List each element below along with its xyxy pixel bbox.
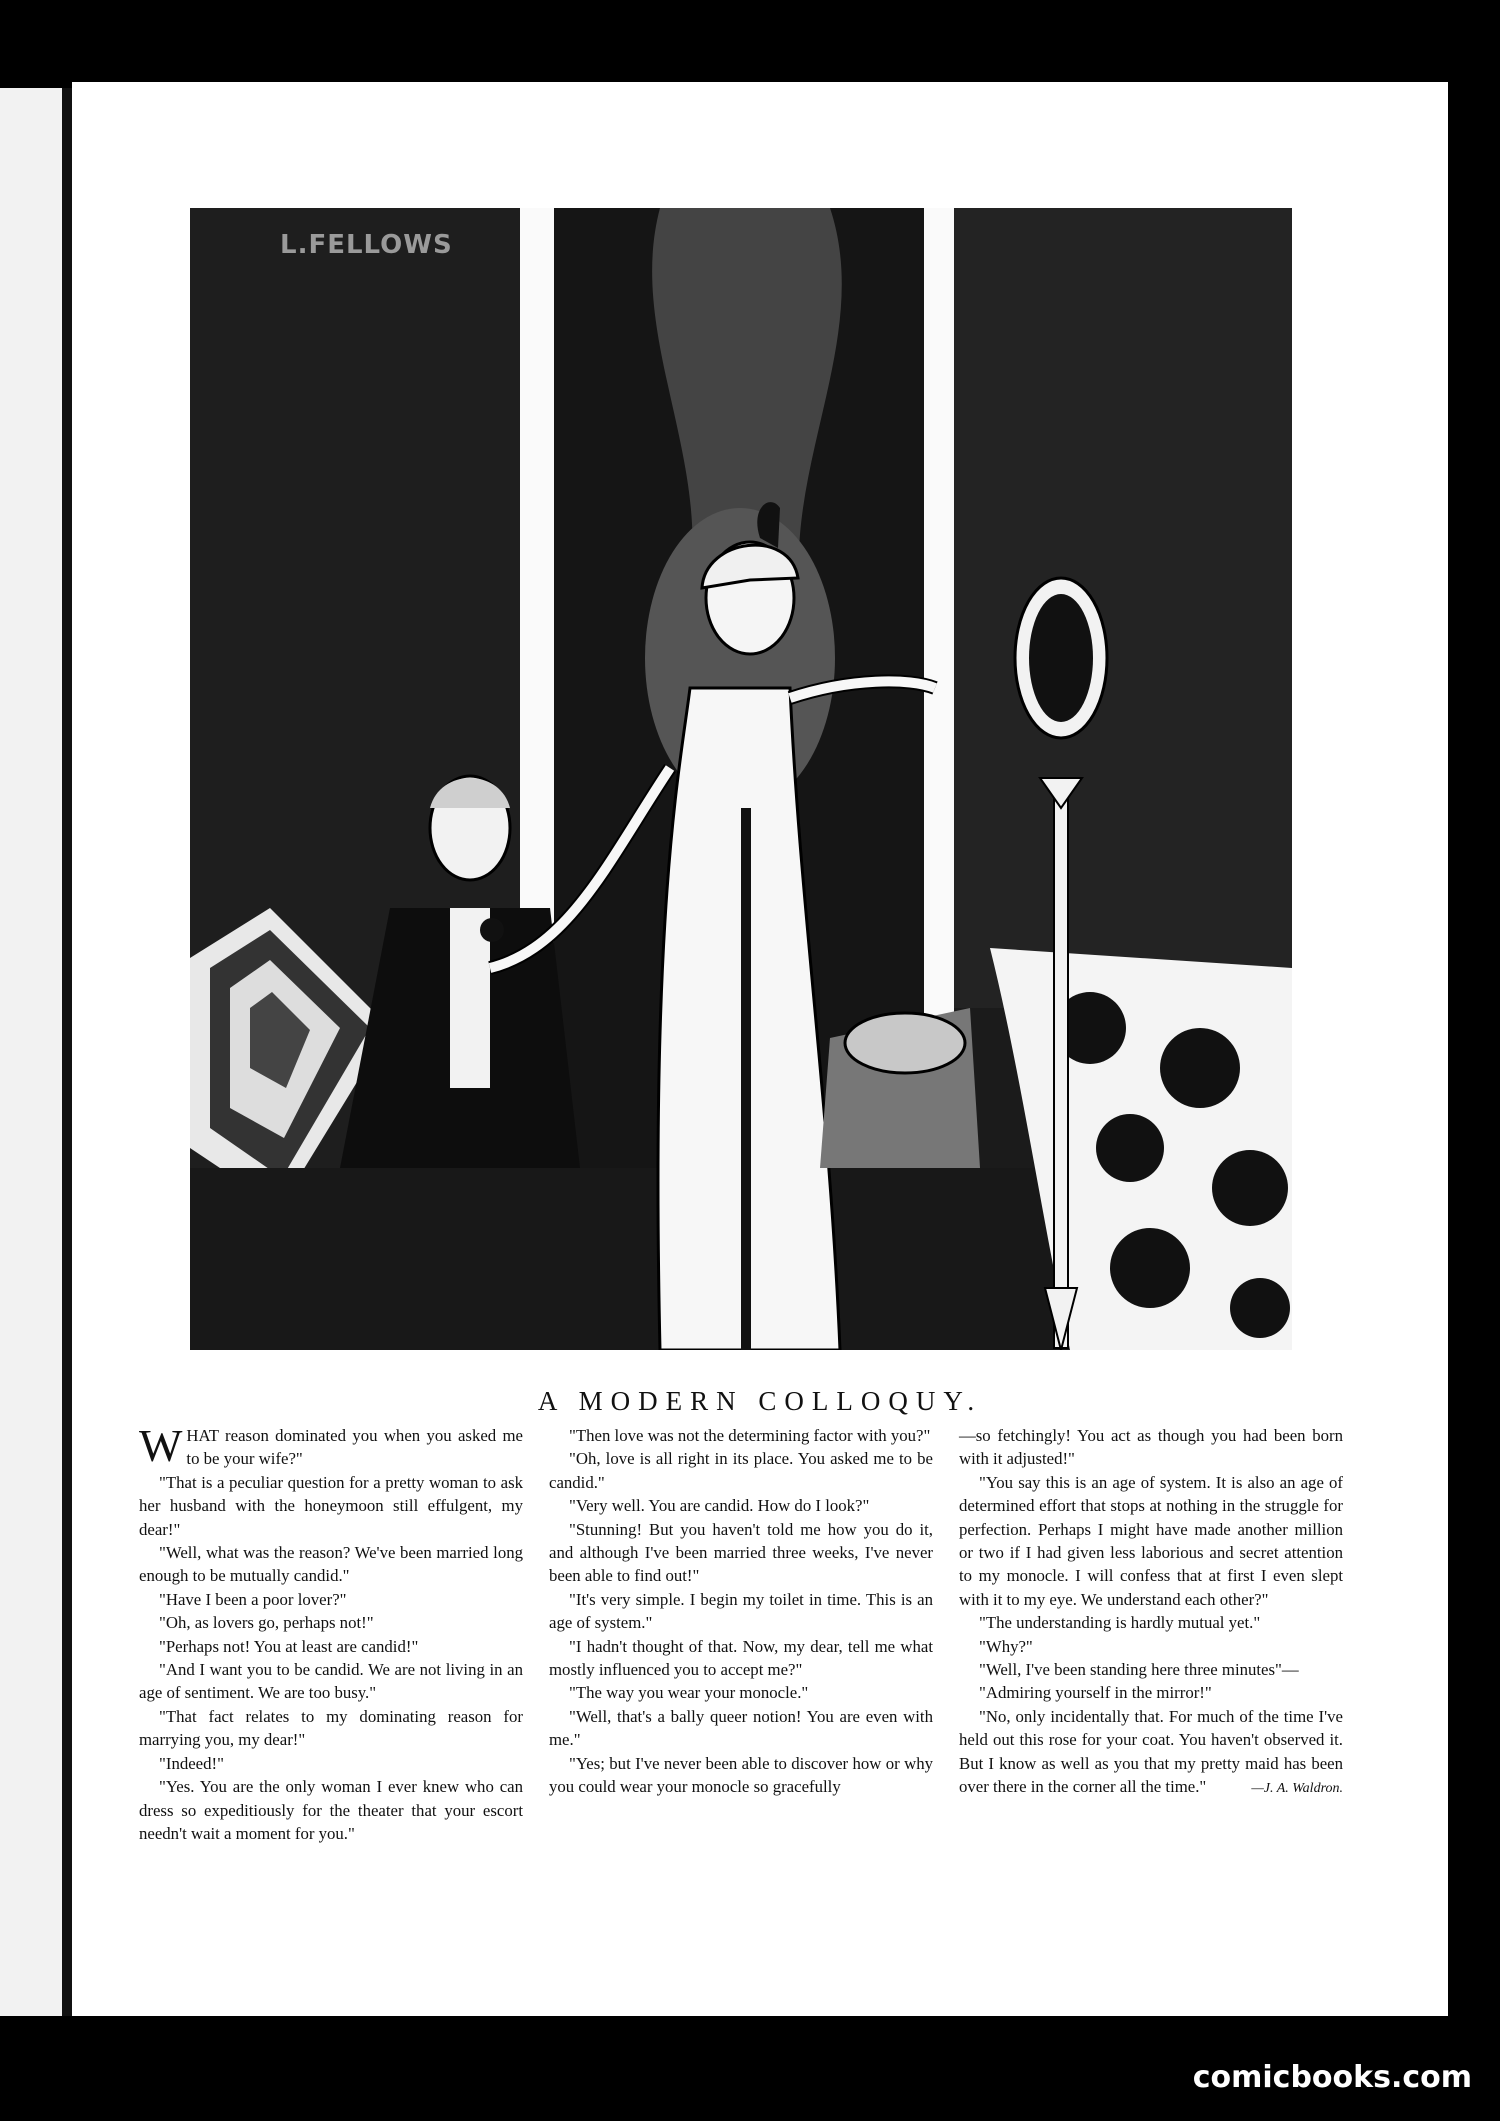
facing-page-edge bbox=[0, 88, 62, 2016]
artist-signature: L.FELLOWS bbox=[280, 230, 453, 260]
paragraph: "Very well. You are candid. How do I look?" bbox=[569, 1496, 870, 1516]
article-body bbox=[139, 1420, 1387, 1944]
paragraph: "Perhaps not! You at least are candid!" bbox=[159, 1636, 419, 1656]
paragraph: "Have I been a poor lover?" bbox=[159, 1589, 347, 1609]
paragraph: "You say this is an age of system. It is also an age of determined effort that stops at nothing in the struggle for perfection. Perhaps I might have made another million or two if I had given less laborious and secret attention to my monocle. I will confess that at first I even slept with it to my eye. We understand each other?" bbox=[959, 1472, 1343, 1609]
paragraph: "Yes; but I've never been able to discover how or why you could wear your monocle so gracefully bbox=[549, 1753, 933, 1797]
paragraph: "Stunning! But you haven't told me how you do it, and although I've been married three weeks, I've never been able to find out!" bbox=[549, 1519, 933, 1586]
paragraph: "Then love was not the determining factor with you?" bbox=[569, 1426, 931, 1445]
paragraph: "That is a peculiar question for a pretty woman to ask her husband with the honeymoon still effulgent, my dear!" bbox=[139, 1472, 523, 1539]
paragraph: "That fact relates to my dominating reason for marrying you, my dear!" bbox=[139, 1706, 523, 1750]
paragraph bbox=[139, 1420, 523, 1471]
paragraph-text: HAT reason dominated you when you asked me to be your wife?" bbox=[186, 1426, 523, 1469]
column-1 bbox=[139, 1420, 523, 1845]
paragraph: "Oh, love is all right in its place. You asked me to be candid." bbox=[549, 1449, 933, 1492]
paragraph: "It's very simple. I begin my toilet in time. This is an age of system." bbox=[549, 1589, 933, 1633]
paragraph: "No, only incidentally that. For much of the time I've held out this rose for your coat. You haven't observed it. But I know as well as you that my pretty maid has been over there in the corner all the time." bbox=[959, 1706, 1343, 1797]
author-byline: —J. A. Waldron. bbox=[1251, 1780, 1343, 1796]
paragraph: "And I want you to be candid. We are not living in an age of sentiment. We are too busy." bbox=[139, 1660, 523, 1703]
paragraph: "Well, what was the reason? We've been married long enough to be mutually candid." bbox=[139, 1543, 523, 1586]
paragraph: —so fetchingly! You act as though you had been born with it adjusted!" bbox=[959, 1426, 1343, 1469]
article-title: A MODERN COLLOQUY. bbox=[537, 1386, 983, 1416]
page-gutter bbox=[62, 88, 72, 2016]
watermark: comicbooks.com bbox=[1192, 2060, 1472, 2095]
paragraph: "Well, that's a bally queer notion! You are even with me." bbox=[549, 1706, 933, 1750]
magazine-page bbox=[72, 82, 1448, 2016]
paragraph: "The way you wear your monocle." bbox=[569, 1683, 809, 1703]
paragraph: "Indeed!" bbox=[159, 1753, 224, 1773]
paragraph: "I hadn't thought of that. Now, my dear, tell me what mostly influenced you to accept me?" bbox=[549, 1636, 933, 1680]
illustration bbox=[190, 208, 1292, 1350]
column-3 bbox=[959, 1424, 1343, 1800]
paragraph: "Admiring yourself in the mirror!" bbox=[979, 1683, 1212, 1703]
paragraph: "Oh, as lovers go, perhaps not!" bbox=[159, 1613, 374, 1633]
illustration-art bbox=[190, 208, 1292, 1350]
paragraph: "Yes. You are the only woman I ever knew who can dress so expeditiously for the theater that your escort needn't wait a moment for you." bbox=[139, 1777, 523, 1843]
column-2 bbox=[549, 1424, 933, 1799]
paragraph: "The understanding is hardly mutual yet." bbox=[979, 1613, 1261, 1633]
drop-cap: W bbox=[139, 1420, 183, 1471]
paragraph: "Well, I've been standing here three minutes"— bbox=[979, 1660, 1299, 1680]
paragraph: "Why?" bbox=[979, 1636, 1033, 1656]
